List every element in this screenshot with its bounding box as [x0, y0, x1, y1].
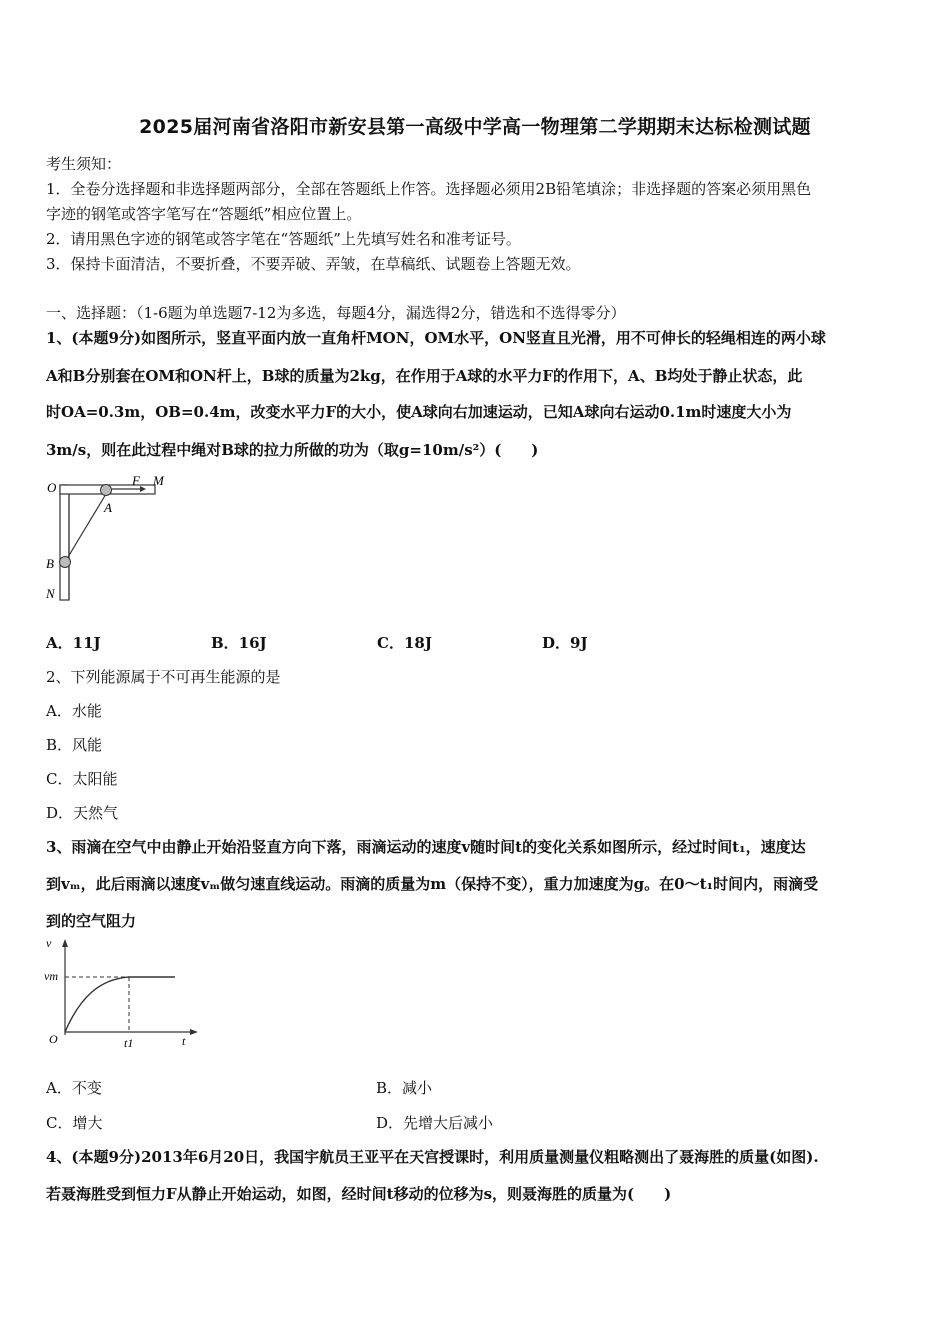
q2-option-a[interactable]: A．水能	[46, 702, 102, 720]
question-1-line: 3m/s，则在此过程中绳对B球的拉力所做的功为（取g=10m/s²）( )	[46, 441, 539, 459]
question-1-line: 时OA=0.3m，OB=0.4m，改变水平力F的大小，使A球向右加速运动，已知A球向右运动0.1m时速度大小为	[46, 403, 792, 421]
label-f: F	[132, 473, 140, 488]
ball-a	[101, 485, 112, 496]
rod-figure	[40, 470, 180, 605]
rope	[65, 494, 106, 562]
question-4-line: 若聂海胜受到恒力F从静止开始运动，如图，经时间t移动的位移为s，则聂海胜的质量为( )	[46, 1185, 672, 1203]
q3-option-d[interactable]: D．先增大后减小	[376, 1114, 494, 1132]
label-origin: O	[49, 1032, 58, 1046]
notice-item: 2．请用黑色字迹的钢笔或答字笔在“答题纸”上先填写姓名和准考证号。	[46, 230, 521, 248]
q1-option-a[interactable]: A．11J	[46, 634, 101, 652]
label-o: O	[47, 480, 57, 495]
ball-b	[60, 557, 71, 568]
notice-heading: 考生须知：	[46, 155, 122, 173]
rod-on	[60, 485, 69, 600]
label-t: t	[182, 1034, 186, 1048]
notice-item: 3．保持卡面清洁，不要折叠，不要弄破、弄皱，在草稿纸、试题卷上答题无效。	[46, 255, 581, 273]
label-a: A	[104, 500, 112, 515]
label-m: M	[153, 473, 164, 488]
question-1-line: A和B分别套在OM和ON杆上，B球的质量为2kg，在作用于A球的水平力F的作用下，A、B均处于静止状态，此	[46, 367, 803, 385]
q1-option-b[interactable]: B．16J	[211, 634, 267, 652]
page-title: 2025届河南省洛阳市新安县第一高级中学高一物理第二学期期末达标检测试题	[139, 116, 811, 138]
label-vm: vm	[44, 969, 58, 983]
question-3-line: 到vₘ，此后雨滴以速度vₘ做匀速直线运动。雨滴的质量为m（保持不变），重力加速度为g。在0～t₁时间内，雨滴受	[46, 875, 819, 893]
question-1-line: 1、(本题9分)如图所示，竖直平面内放一直角杆MON，OM水平，ON竖直且光滑，用不可伸长的轻绳相连的两小球	[46, 329, 826, 347]
velocity-time-graph	[40, 935, 210, 1053]
q3-option-c[interactable]: C．增大	[46, 1114, 103, 1132]
q2-option-c[interactable]: C．太阳能	[46, 770, 118, 788]
label-t1: t1	[124, 1036, 134, 1050]
q3-option-a[interactable]: A．不变	[46, 1079, 102, 1097]
label-n: N	[46, 586, 55, 601]
question-4-line: 4、(本题9分)2013年6月20日，我国宇航员王亚平在天宫授课时，利用质量测量仪粗略测出了聂海胜的质量(如图).	[46, 1148, 819, 1166]
question-3-line: 到的空气阻力	[46, 912, 137, 930]
notice-item: 字迹的钢笔或答字笔写在“答题纸”相应位置上。	[46, 205, 362, 223]
velocity-curve	[65, 977, 175, 1032]
q3-option-b[interactable]: B．减小	[376, 1079, 433, 1097]
question-3-line: 3、雨滴在空气中由静止开始沿竖直方向下落，雨滴运动的速度v随时间t的变化关系如图所示，经过时间t₁，速度达	[46, 838, 806, 856]
label-b: B	[46, 556, 54, 571]
label-v: v	[46, 936, 52, 950]
question-2-stem: 2、下列能源属于不可再生能源的是	[46, 668, 281, 686]
q1-option-c[interactable]: C．18J	[377, 634, 432, 652]
section-heading: 一、选择题：（1-6题为单选题7-12为多选，每题4分，漏选得2分，错选和不选得零分）	[46, 304, 626, 322]
q2-option-d[interactable]: D．天然气	[46, 804, 119, 822]
notice-item: 1．全卷分选择题和非选择题两部分，全部在答题纸上作答。选择题必须用2B铅笔填涂；非选择题的答案必须用黑色	[46, 180, 812, 198]
q2-option-b[interactable]: B．风能	[46, 736, 103, 754]
q1-option-d[interactable]: D．9J	[542, 634, 588, 652]
